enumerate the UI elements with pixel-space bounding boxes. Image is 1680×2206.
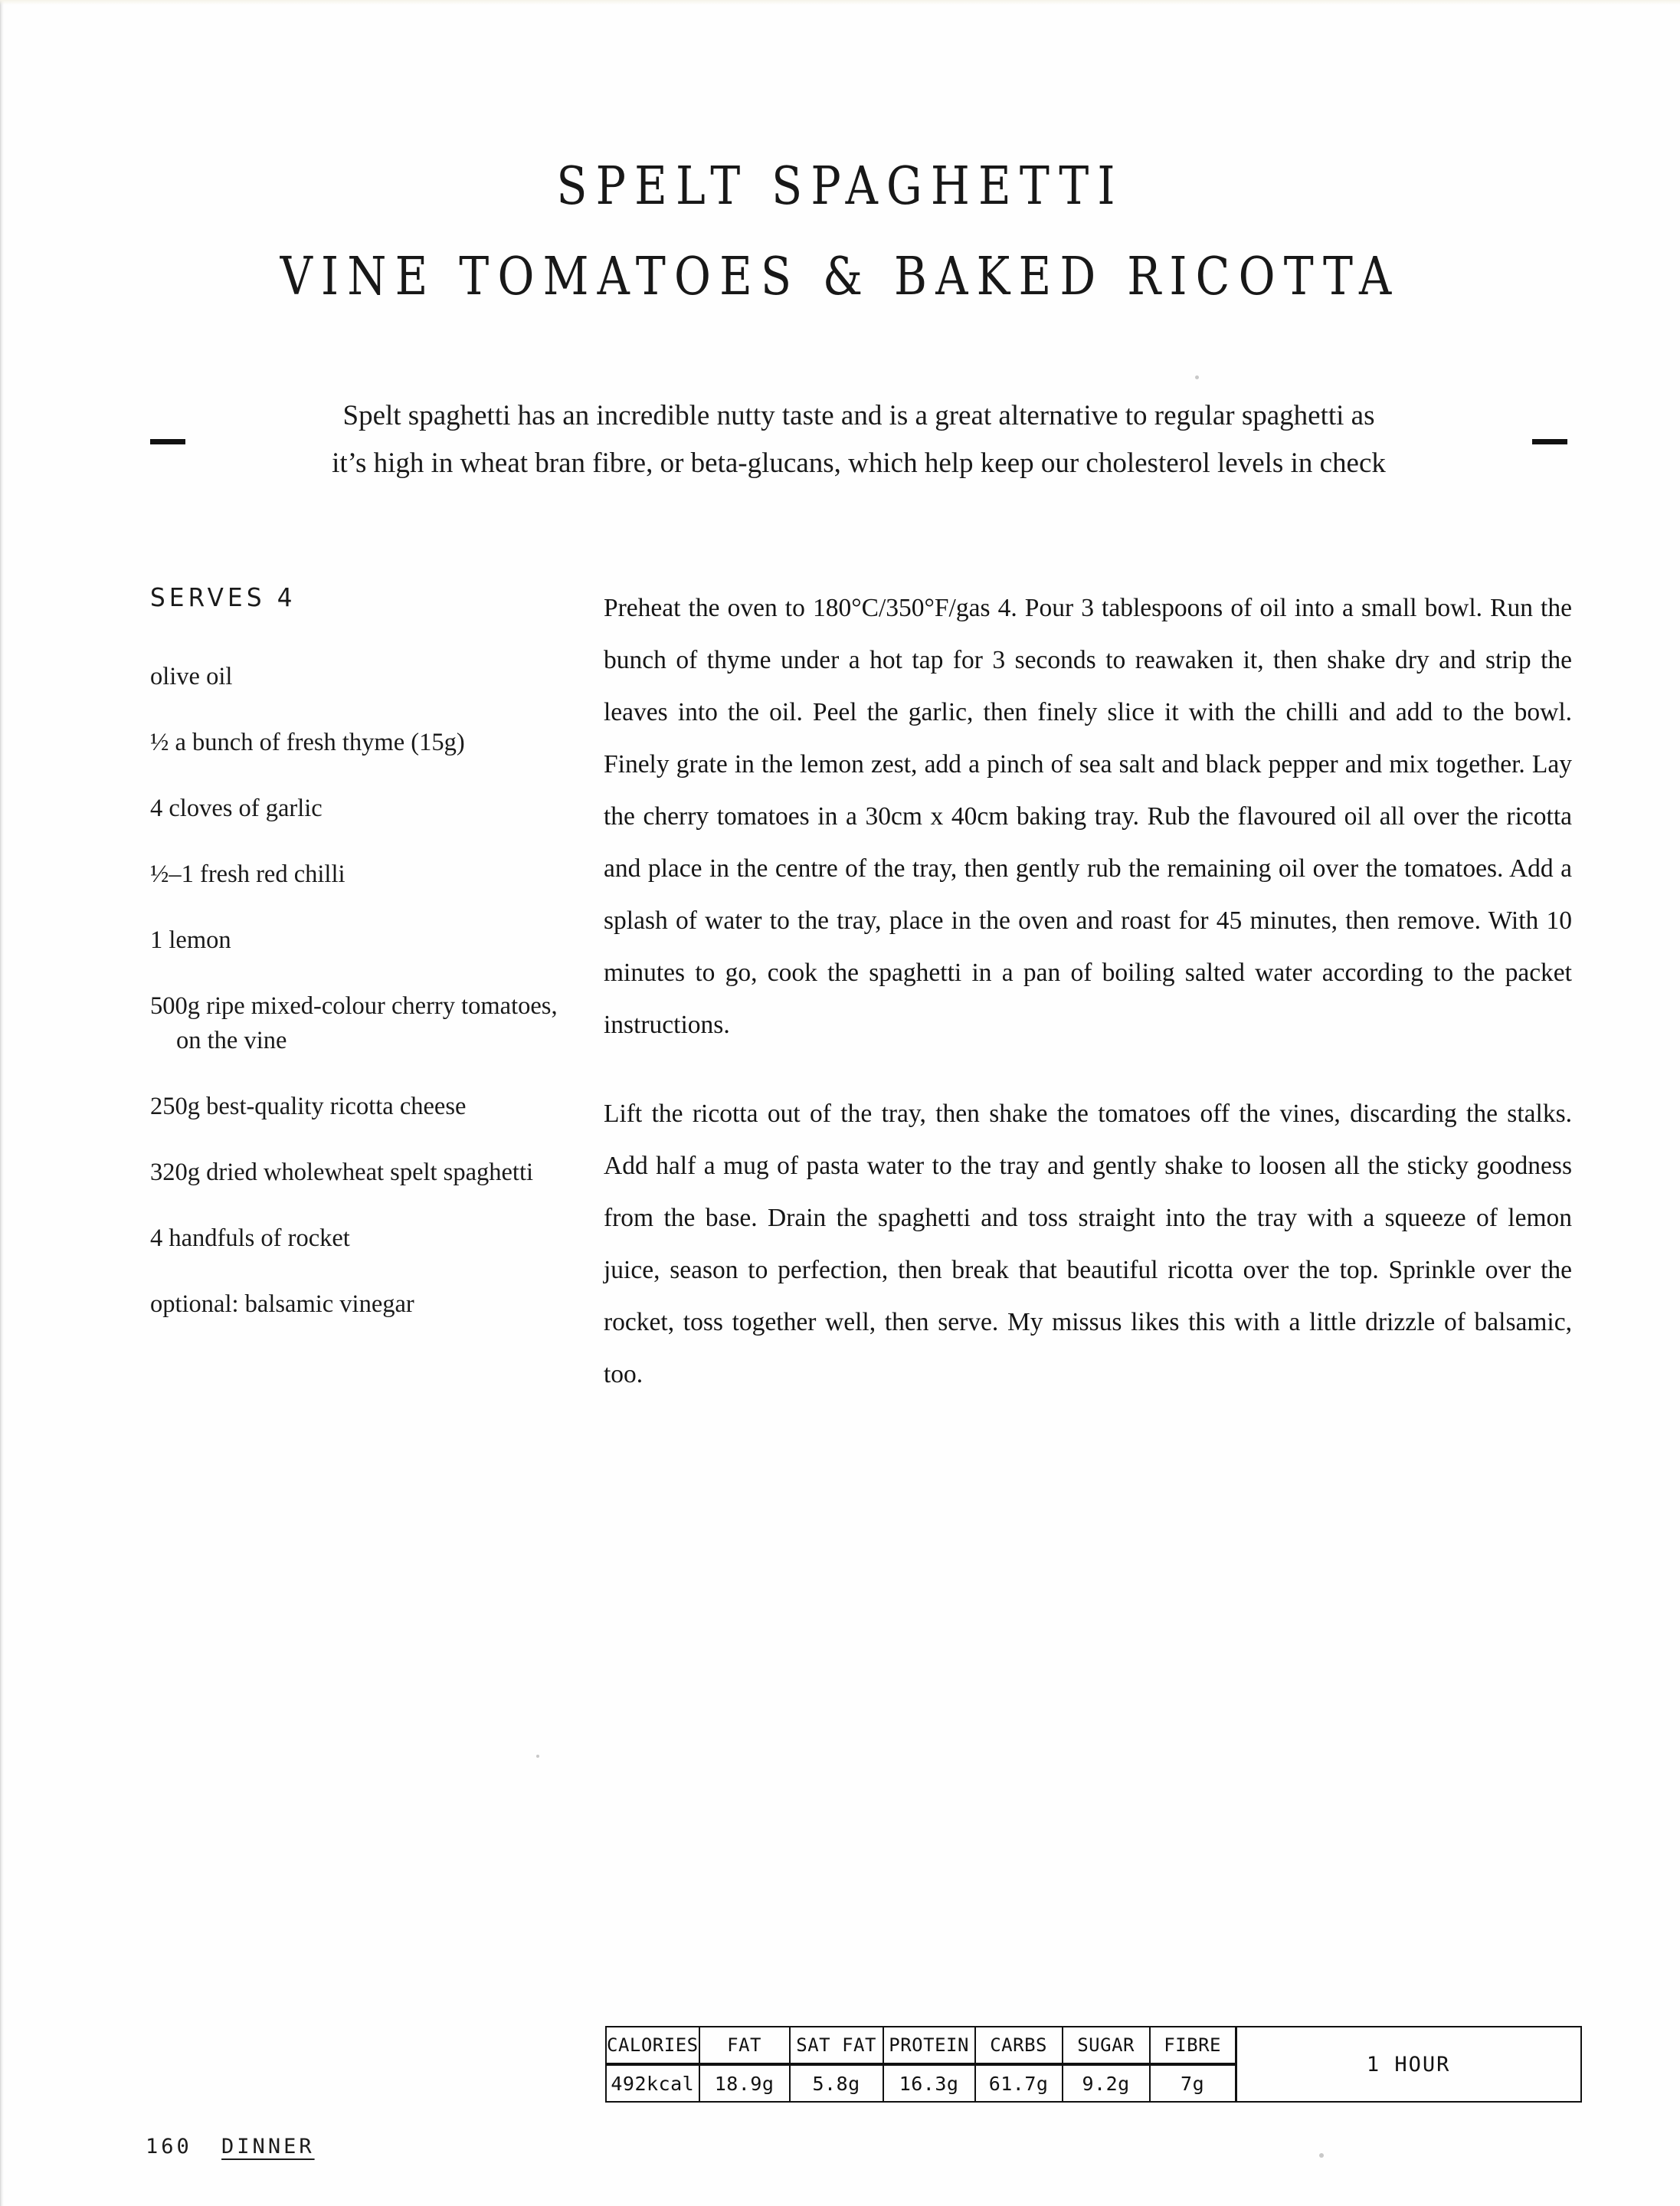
recipe-title-line-1: SPELT SPAGHETTI — [556, 156, 1124, 217]
nutrition-table — [605, 2026, 1582, 2103]
serves-label: SERVES 4 — [150, 582, 296, 612]
nutrition-value-cell: 492kcal — [606, 2064, 699, 2102]
ingredient-item: olive oil — [150, 663, 233, 690]
page-number: 160 — [146, 2135, 192, 2158]
nutrition-header-cell: PROTEIN — [883, 2027, 975, 2064]
nutrition-header-cell: FIBRE — [1150, 2027, 1236, 2064]
intro-dash-left-icon — [150, 439, 185, 444]
nutrition-value-cell: 5.8g — [790, 2064, 883, 2102]
nutrition-header-cell: FAT — [699, 2027, 790, 2064]
scan-speck — [536, 1755, 539, 1758]
ingredient-item: ½ a bunch of fresh thyme (15g) — [150, 729, 465, 756]
page-footer — [146, 2135, 315, 2158]
cook-time-cell: 1 HOUR — [1236, 2027, 1581, 2102]
intro-line-2: it’s high in wheat bran fibre, or beta-glucans, which help keep our cholesterol levels in check — [332, 447, 1386, 479]
nutrition-header-cell: CALORIES — [606, 2027, 699, 2064]
chapter-name: DINNER — [221, 2135, 315, 2158]
intro-text — [185, 392, 1532, 487]
scan-speck — [1195, 375, 1199, 379]
recipe-title — [0, 142, 1680, 323]
nutrition-header-cell: CARBS — [975, 2027, 1063, 2064]
ingredient-item: ½–1 fresh red chilli — [150, 860, 345, 888]
scan-speck — [1319, 2153, 1324, 2158]
ingredient-item: 4 cloves of garlic — [150, 795, 323, 822]
ingredient-item: 250g best-quality ricotta cheese — [150, 1093, 467, 1120]
nutrition-header-cell: SUGAR — [1063, 2027, 1150, 2064]
intro-line-1: Spelt spaghetti has an incredible nutty taste and is a great alternative to regular spaghetti as — [342, 400, 1375, 431]
nutrition-value-cell: 7g — [1150, 2064, 1236, 2102]
ingredient-item: optional: balsamic vinegar — [150, 1290, 414, 1318]
nutrition-header-row — [606, 2027, 1581, 2064]
recipe-title-line-2: VINE TOMATOES & BAKED RICOTTA — [280, 247, 1400, 307]
ingredient-item: 1 lemon — [150, 926, 231, 954]
nutrition-header-cell: SAT FAT — [790, 2027, 883, 2064]
scan-edge-left — [0, 0, 4, 2206]
nutrition-value-cell: 61.7g — [975, 2064, 1063, 2102]
nutrition-value-cell: 16.3g — [883, 2064, 975, 2102]
method-paragraph: Preheat the oven to 180°C/350°F/gas 4. Pour 3 tablespoons of oil into a small bowl. Run the bunch of thyme under a hot tap for 3 seconds to reawaken it, then shake dry and strip the leaves into the oil. Peel the garlic, then finely slice it with the chilli and add to the bowl. Finely grate in the lemon zest, add a pinch of sea salt and black pepper and mix together. Lay the cherry tomatoes in a 30cm x 40cm baking tray. Rub the flavoured oil all over the ricotta and place in the centre of the tray, then gently rub the remaining oil over the tomatoes. Add a splash of water to the tray, place in the oven and roast for 45 minutes, then remove. With 10 minutes to go, cook the spaghetti in a pan of boiling salted water according to the packet instructions. — [604, 594, 1572, 1039]
nutrition-value-cell: 18.9g — [699, 2064, 790, 2102]
method-paragraph: Lift the ricotta out of the tray, then shake the tomatoes off the vines, discarding the stalks. Add half a mug of pasta water to the tray and gently shake to loosen all the sticky goodness from the base. Drain the spaghetti and toss straight into the tray with a squeeze of lemon juice, season to perfection, then break that beautiful ricotta over the top. Sprinkle over the rocket, toss together well, then serve. My missus likes this with a little drizzle of balsamic, too. — [604, 1100, 1572, 1388]
intro-dash-right-icon — [1532, 439, 1567, 444]
recipe-intro — [150, 392, 1567, 487]
ingredient-item: 320g dried wholewheat spelt spaghetti — [150, 1159, 534, 1186]
ingredient-item: 500g ripe mixed-colour cherry tomatoes, on the vine — [150, 992, 558, 1054]
ingredient-item: 4 handfuls of rocket — [150, 1224, 350, 1252]
nutrition-value-cell: 9.2g — [1063, 2064, 1150, 2102]
ingredients-column — [150, 582, 579, 1353]
method-column — [604, 582, 1572, 1401]
scan-edge-top — [0, 0, 1680, 5]
